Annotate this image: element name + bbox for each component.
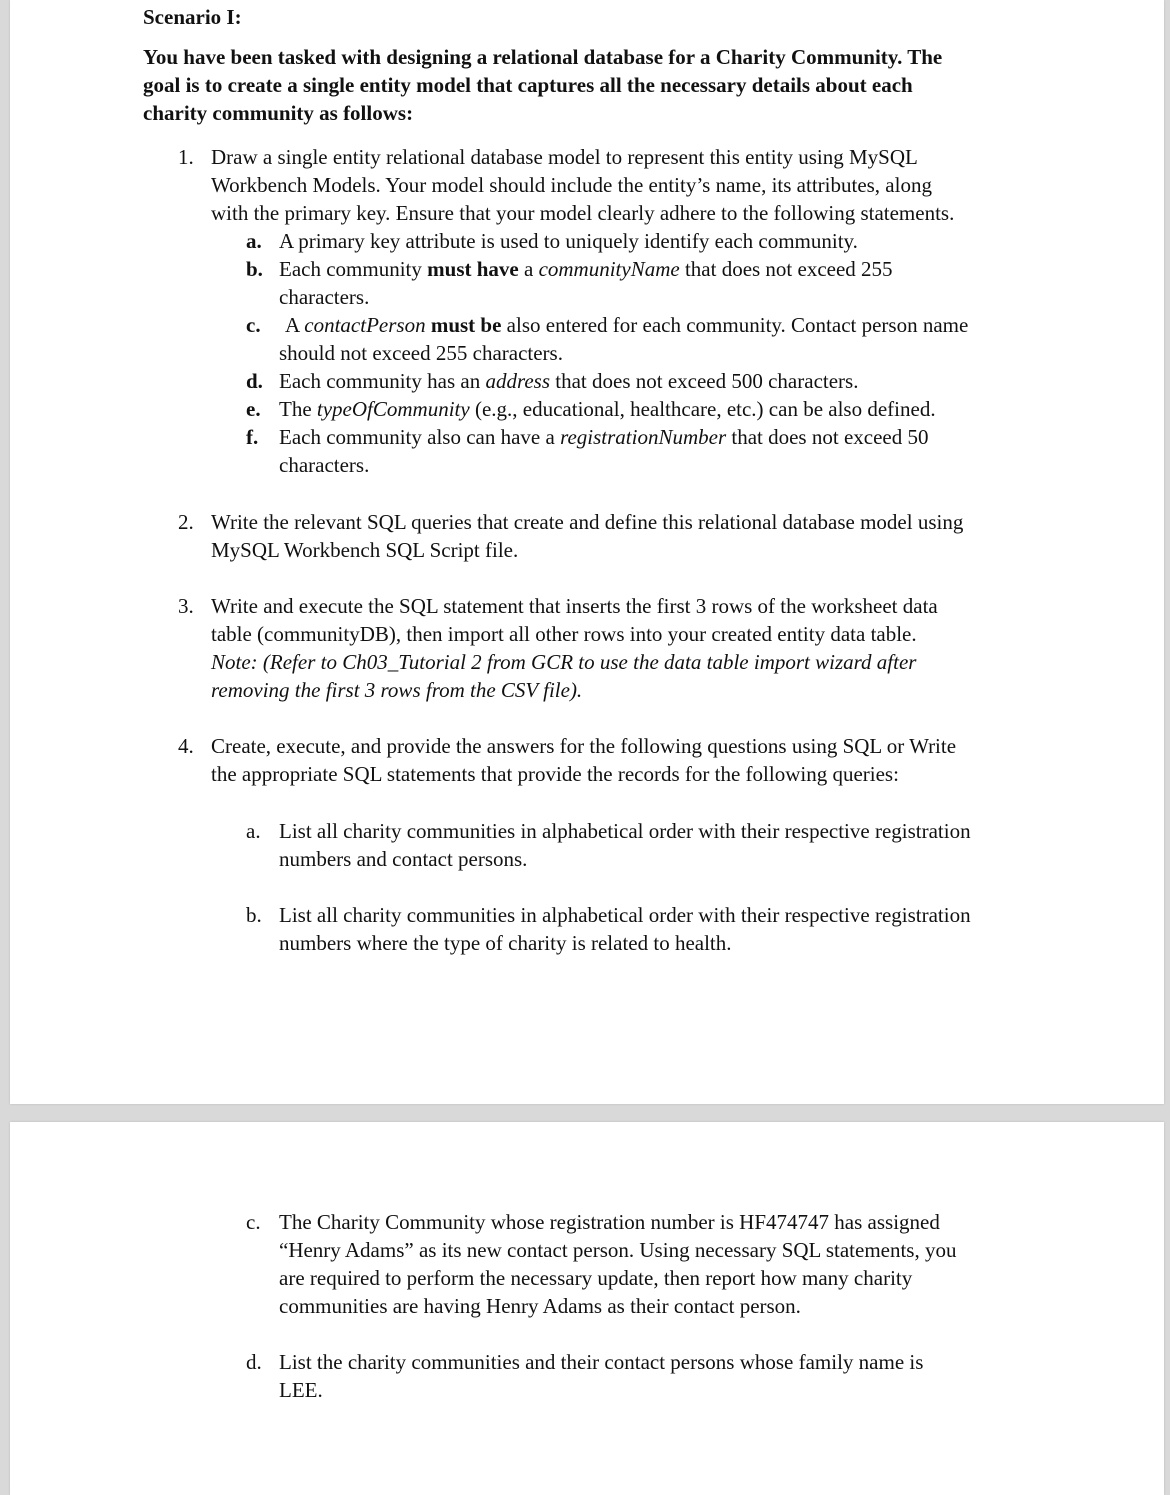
q4d-marker: d. — [246, 1350, 262, 1374]
q4-line-1: Create, execute, and provide the answers for the following questions using SQL or Write — [211, 734, 957, 758]
q3-note-line-2: removing the first 3 rows from the CSV file). — [211, 678, 583, 702]
q1f-line-2: characters. — [279, 453, 370, 477]
q1e-text: The typeOfCommunity (e.g., educational, healthcare, etc.) can be also defined. — [279, 397, 936, 421]
q1b-line-1: Each community must have a communityName that does not exceed 255 — [279, 257, 893, 281]
q1a-text: A primary key attribute is used to uniquely identify each community. — [279, 229, 858, 253]
q4a-line-2: numbers and contact persons. — [279, 847, 528, 871]
q1c-line-2: should not exceed 255 characters. — [279, 341, 563, 365]
q4a-line-1: List all charity communities in alphabetical order with their respective registration — [279, 819, 971, 843]
q1-line-3: with the primary key. Ensure that your model clearly adhere to the following statements. — [211, 201, 955, 225]
q2-line-2: MySQL Workbench SQL Script file. — [211, 538, 519, 562]
q2-number: 2. — [178, 510, 194, 534]
q3-note-line-1: Note: (Refer to Ch03_Tutorial 2 from GCR to use the data table import wizard after — [211, 650, 917, 674]
intro-line-1: You have been tasked with designing a relational database for a Charity Community. The — [143, 45, 943, 69]
q4d-line-1: List the charity communities and their contact persons whose family name is — [279, 1350, 924, 1374]
q1d-text: Each community has an address that does not exceed 500 characters. — [279, 369, 859, 393]
q2-line-1: Write the relevant SQL queries that create and define this relational database model using — [211, 510, 964, 534]
q3-line-1: Write and execute the SQL statement that inserts the first 3 rows of the worksheet data — [211, 594, 938, 618]
q3-number: 3. — [178, 594, 194, 618]
q4c-line-2: “Henry Adams” as its new contact person. Using necessary SQL statements, you — [279, 1238, 957, 1262]
q1c-marker: c. — [246, 313, 261, 337]
q1b-marker: b. — [246, 257, 263, 281]
intro-line-3: charity community as follows: — [143, 101, 414, 125]
q4b-line-2: numbers where the type of charity is related to health. — [279, 931, 732, 955]
q4d-line-2: LEE. — [279, 1378, 323, 1402]
q3-line-2: table (communityDB), then import all other rows into your created entity data table. — [211, 622, 917, 646]
q1-line-1: Draw a single entity relational database model to represent this entity using MySQL — [211, 145, 918, 169]
q1-number: 1. — [178, 145, 194, 169]
q4c-line-4: communities are having Henry Adams as their contact person. — [279, 1294, 801, 1318]
q1a-marker: a. — [246, 229, 262, 253]
q4b-marker: b. — [246, 903, 262, 927]
intro-line-2: goal is to create a single entity model that captures all the necessary details about each — [143, 73, 913, 97]
document-page-1 — [10, 0, 1164, 1104]
q1b-line-2: characters. — [279, 285, 370, 309]
q1f-line-1: Each community also can have a registrationNumber that does not exceed 50 — [279, 425, 929, 449]
q1e-marker: e. — [246, 397, 261, 421]
q4a-marker: a. — [246, 819, 261, 843]
q4c-line-1: The Charity Community whose registration number is HF474747 has assigned — [279, 1210, 940, 1234]
q4-number: 4. — [178, 734, 194, 758]
scenario-title: Scenario I: — [143, 5, 242, 29]
q1c-line-1: A contactPerson must be also entered for each community. Contact person name — [285, 313, 969, 337]
q4c-line-3: are required to perform the necessary update, then report how many charity — [279, 1266, 913, 1290]
q4c-marker: c. — [246, 1210, 261, 1234]
q4-line-2: the appropriate SQL statements that provide the records for the following queries: — [211, 762, 899, 786]
q4b-line-1: List all charity communities in alphabetical order with their respective registration — [279, 903, 971, 927]
document-page-2 — [10, 1122, 1164, 1495]
q1f-marker: f. — [246, 425, 259, 449]
q1d-marker: d. — [246, 369, 263, 393]
q1-line-2: Workbench Models. Your model should include the entity’s name, its attributes, along — [211, 173, 932, 197]
